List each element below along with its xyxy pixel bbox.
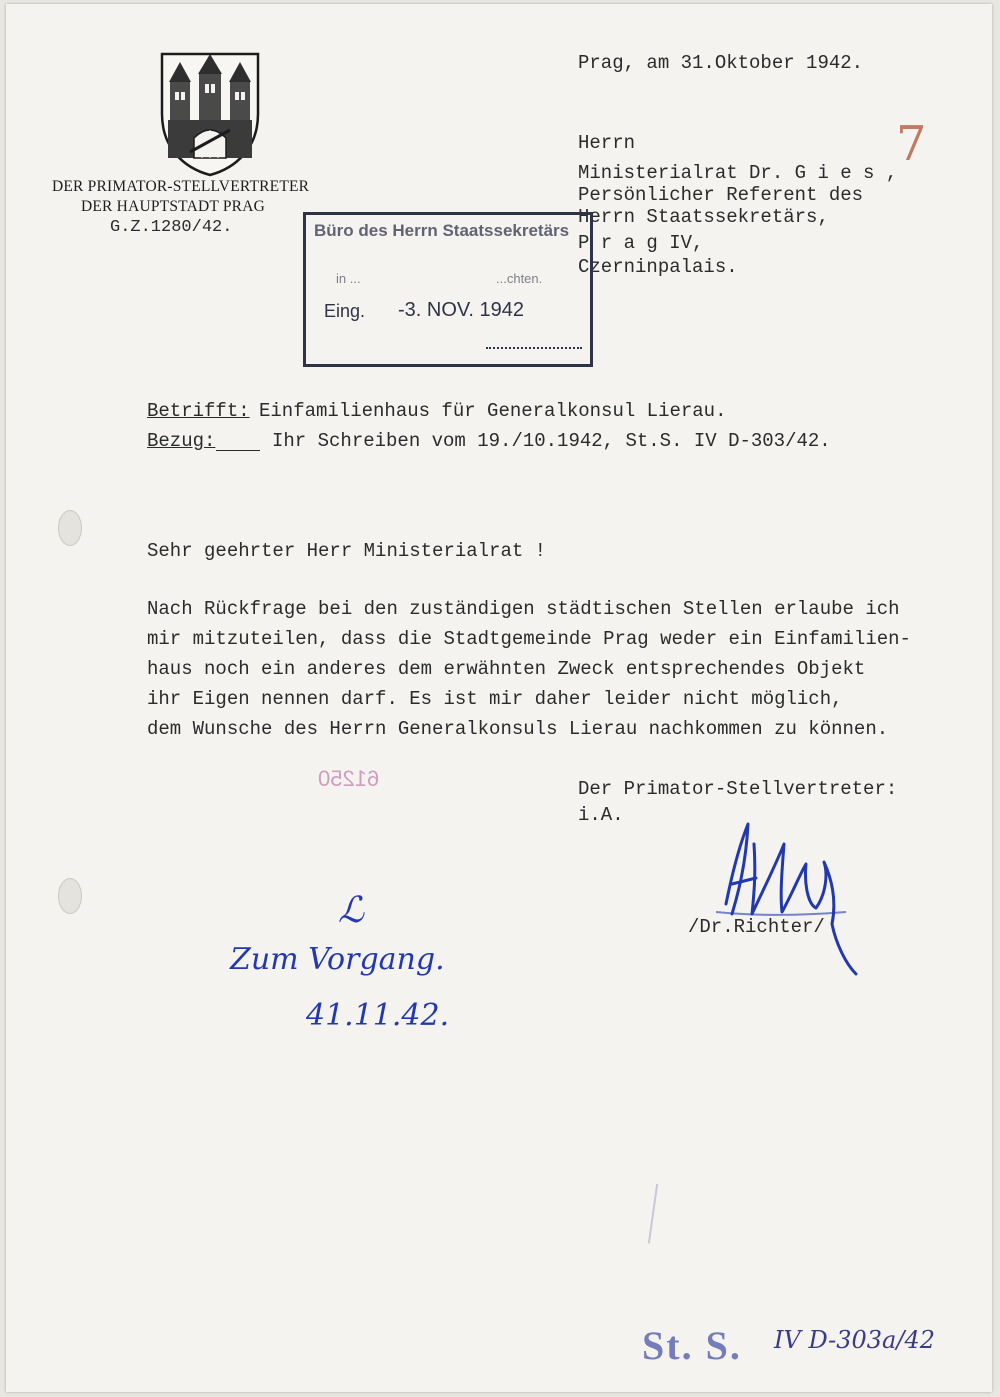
pencil-mark [648,1184,662,1244]
sender-title-line2: DER HAUPTSTADT PRAG [81,198,265,215]
reference-text: Ihr Schreiben vom 19./10.1942, St.S. IV D-303/42. [272,430,831,452]
hand-note-line1: Zum Vorgang. [230,942,445,977]
reference-label: Bezug: [147,430,216,452]
greeting: Sehr geehrter Herr Ministerialrat ! [147,540,547,562]
received-stamp [303,212,593,367]
punch-hole-upper [58,510,82,546]
subject-text: Einfamilienhaus für Generalkonsul Lierau. [259,400,727,422]
hand-note-line2: 41.11.42. [306,998,450,1033]
body-line-3: haus noch ein anderes dem erwähnten Zweck entsprechendes Objekt [147,658,866,680]
stamp-received-label: Eing. [324,301,366,321]
file-reference: G.Z.1280/42. [110,218,233,237]
body-line-4: ihr Eigen nennen darf. Es ist mir daher leider nicht möglich, [147,688,843,710]
stamp-received-date: -3. NOV. 1942 [398,299,525,321]
body-line-2: mir mitzuteilen, dass die Stadtgemeinde Prag weder ein Einfamilien- [147,628,911,650]
prague-coat-of-arms-icon [156,52,264,177]
hand-note-mark: ℒ [338,890,364,931]
sender-title-line1: DER PRIMATOR-STELLVERTRETER [52,178,310,195]
handwritten-signature-icon [696,804,866,984]
closing-title: Der Primator-Stellvertreter: [578,778,898,800]
body-line-5: dem Wunsche des Herrn Generalkonsuls Lierau nachkommen zu können. [147,718,889,740]
recipient-line4: P r a g IV, [578,232,704,254]
bottom-office-stamp: St. S. [642,1323,742,1368]
closing-ia: i.A. [578,804,624,826]
recipient-line5: Czerninpalais. [578,256,738,278]
purple-number-stamp: 61250 [318,766,380,791]
body-line-1: Nach Rückfrage bei den zuständigen städtischen Stellen erlaube ich [147,598,900,620]
bottom-file-reference: IV D-303a/42 [774,1326,935,1354]
recipient-salutation: Herrn [578,132,636,154]
punch-hole-lower [58,878,82,914]
letter-page [6,4,992,1392]
subject-label: Betrifft: [147,400,250,422]
recipient-line3: Herrn Staatssekretärs, [578,206,829,228]
corner-pencil-mark: 7 [896,116,927,172]
signatory-name: /Dr.Richter/ [688,916,825,938]
stamp-dotted-line [486,347,582,349]
reference-underline [216,450,260,451]
stamp-line2: in ... [336,271,361,286]
recipient-line1: Ministerialrat Dr. G i e s , [578,162,898,184]
letter-date: Prag, am 31.Oktober 1942. [578,52,864,74]
stamp-line3: ...chten. [496,271,543,286]
stamp-office-line: Büro des Herrn Staatssekretärs [314,221,570,240]
recipient-line2: Persönlicher Referent des [578,184,864,206]
